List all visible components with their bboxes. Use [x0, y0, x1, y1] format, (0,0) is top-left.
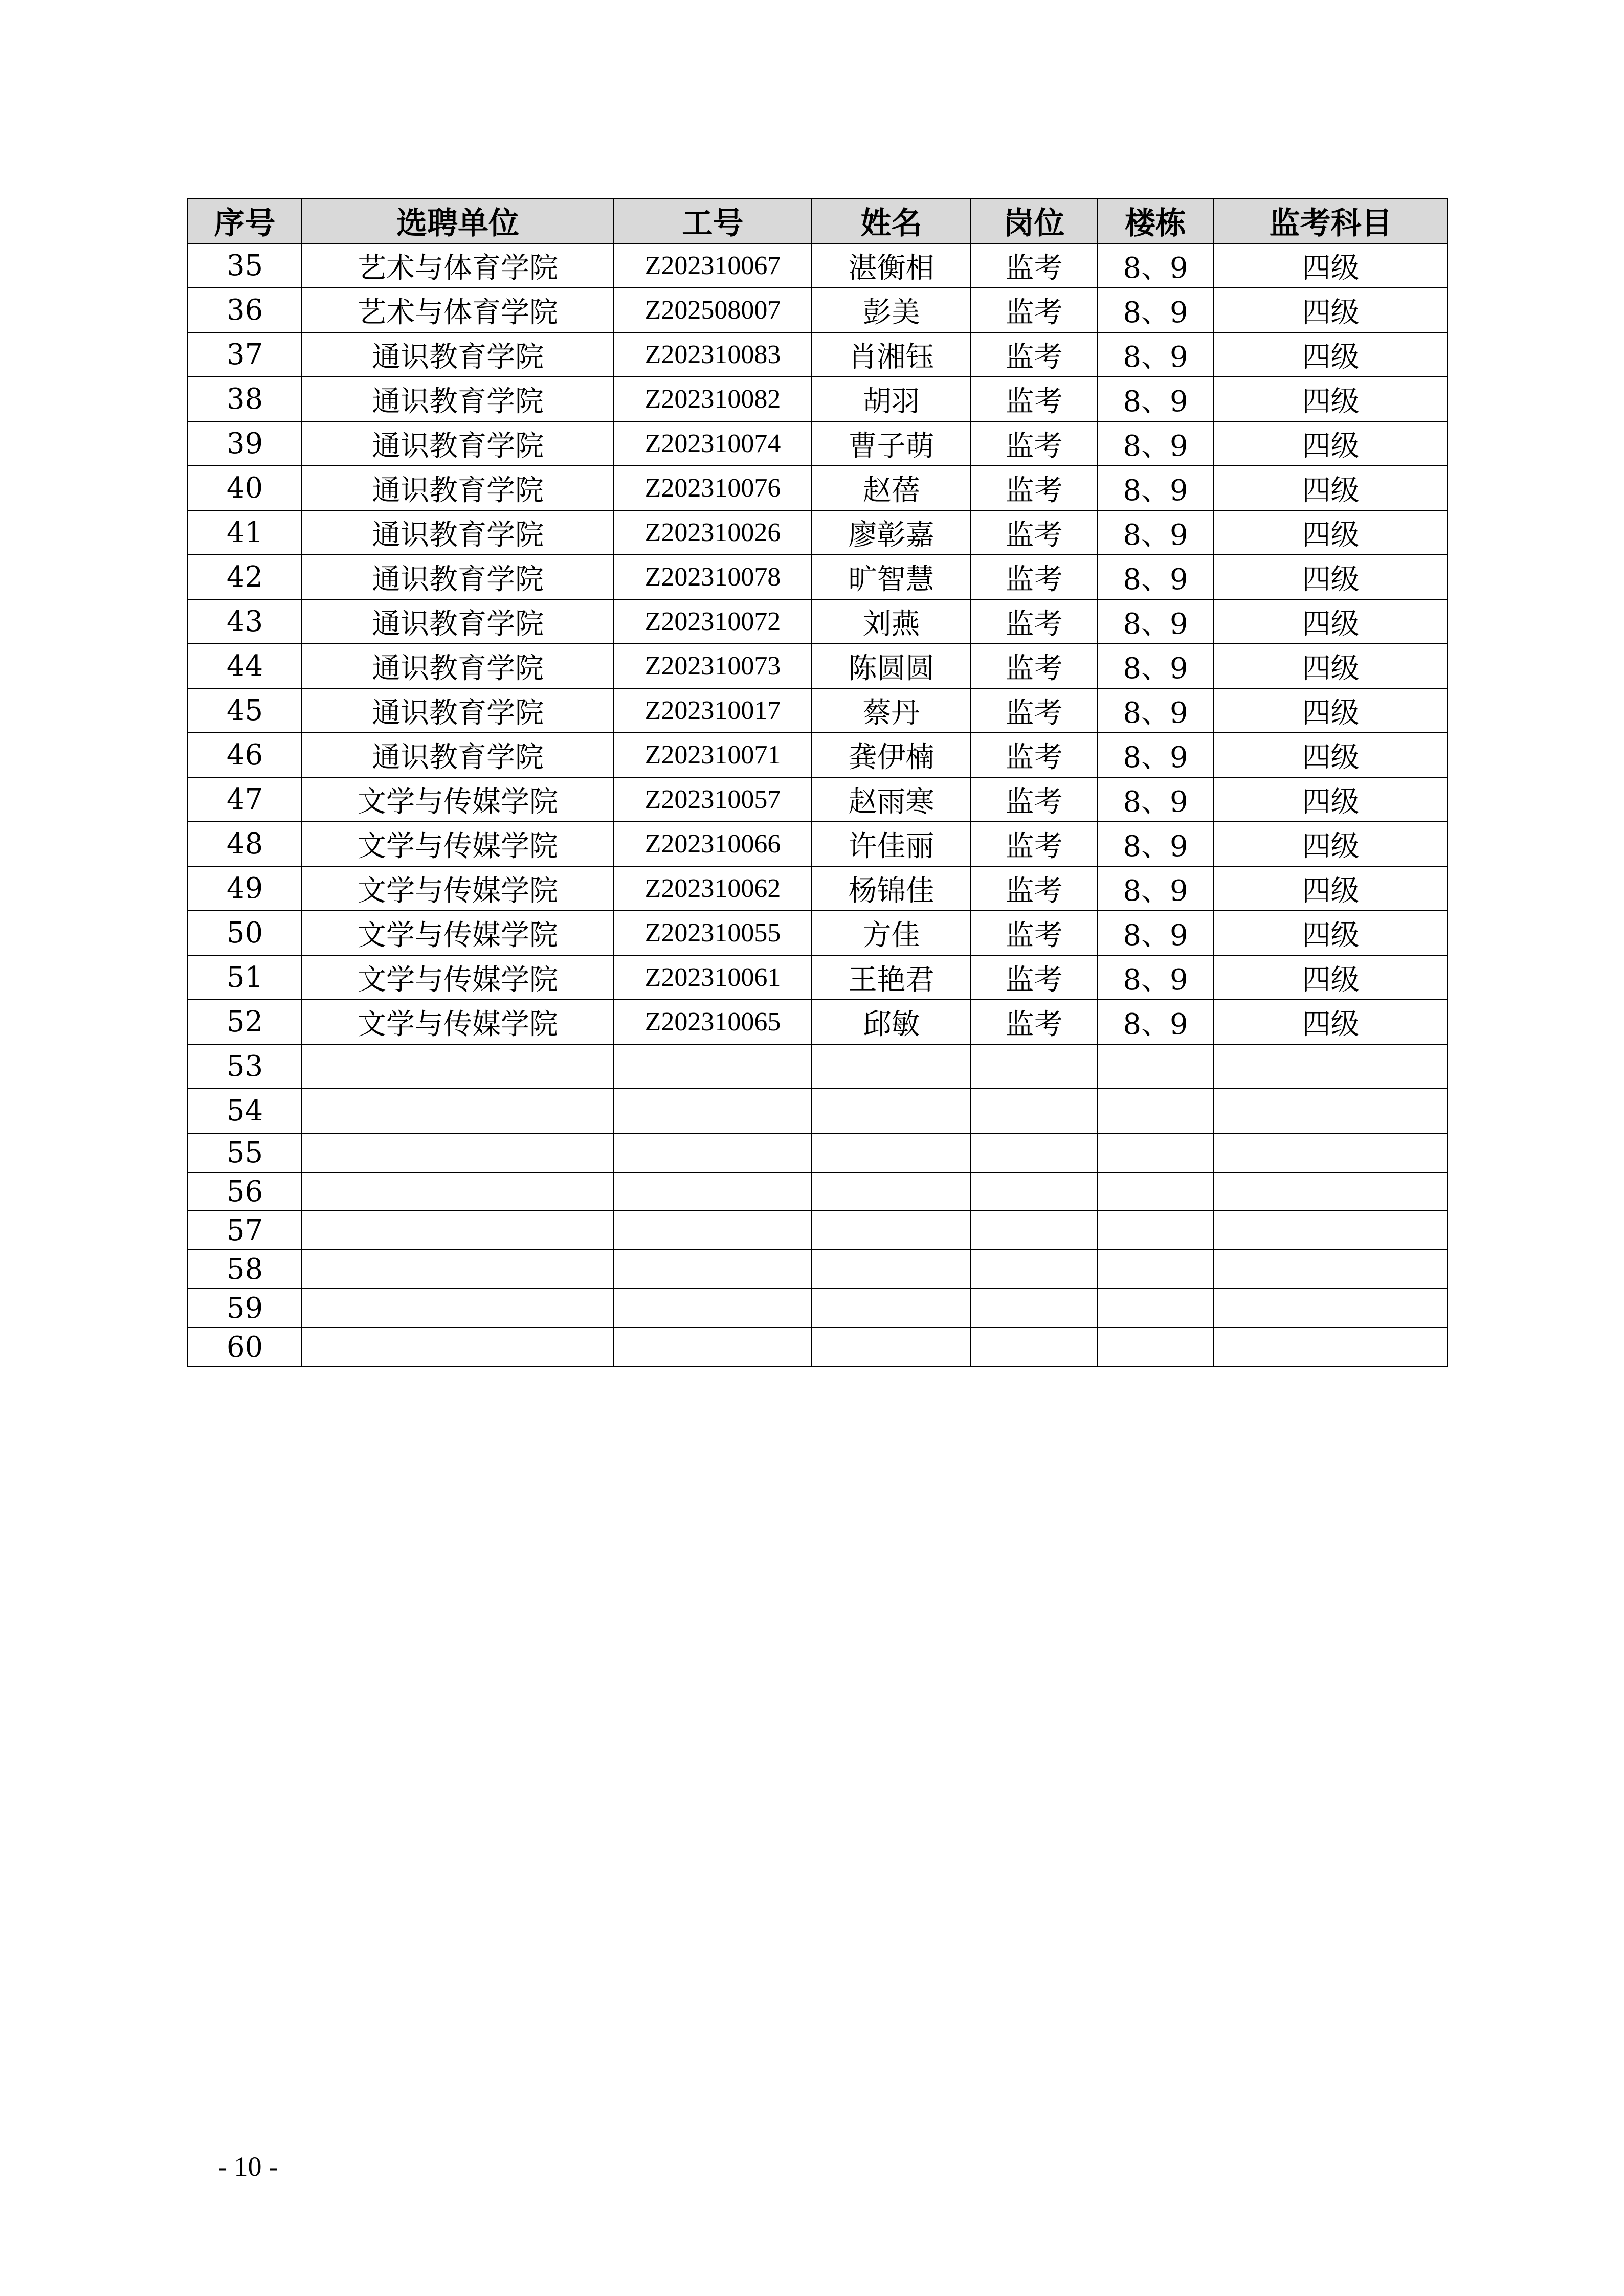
cell-exam-subject [1214, 1250, 1448, 1289]
cell-exam-subject: 四级 [1214, 911, 1448, 955]
table-row [188, 1000, 1448, 1044]
cell-serial-number: 47 [188, 777, 302, 822]
cell-name [812, 1172, 971, 1211]
cell-job-id: Z202310057 [614, 777, 812, 822]
cell-job-id: Z202310066 [614, 822, 812, 866]
cell-name: 旷智慧 [812, 555, 971, 599]
cell-serial-number: 48 [188, 822, 302, 866]
cell-hiring-unit: 文学与传媒学院 [302, 822, 614, 866]
cell-name: 彭美 [812, 288, 971, 332]
cell-name [812, 1211, 971, 1250]
cell-hiring-unit: 文学与传媒学院 [302, 777, 614, 822]
cell-position [971, 1044, 1097, 1089]
table-row [188, 1289, 1448, 1327]
table-row [188, 377, 1448, 421]
cell-exam-subject: 四级 [1214, 332, 1448, 377]
cell-exam-subject: 四级 [1214, 599, 1448, 644]
cell-building: 8、9 [1097, 243, 1214, 288]
cell-building [1097, 1250, 1214, 1289]
cell-hiring-unit [302, 1289, 614, 1327]
cell-job-id: Z202310065 [614, 1000, 812, 1044]
cell-position: 监考 [971, 866, 1097, 911]
cell-exam-subject [1214, 1211, 1448, 1250]
table-row [188, 866, 1448, 911]
cell-hiring-unit [302, 1250, 614, 1289]
cell-building: 8、9 [1097, 599, 1214, 644]
cell-job-id: Z202310055 [614, 911, 812, 955]
cell-job-id [614, 1327, 812, 1366]
cell-position: 监考 [971, 777, 1097, 822]
cell-building: 8、9 [1097, 688, 1214, 733]
cell-building: 8、9 [1097, 510, 1214, 555]
cell-name [812, 1089, 971, 1133]
cell-serial-number: 45 [188, 688, 302, 733]
cell-job-id: Z202310076 [614, 466, 812, 510]
cell-serial-number: 37 [188, 332, 302, 377]
table-row [188, 599, 1448, 644]
cell-hiring-unit [302, 1211, 614, 1250]
table-row [188, 644, 1448, 688]
cell-building: 8、9 [1097, 822, 1214, 866]
cell-serial-number: 46 [188, 733, 302, 777]
cell-hiring-unit: 通识教育学院 [302, 510, 614, 555]
cell-name: 刘燕 [812, 599, 971, 644]
cell-serial-number: 52 [188, 1000, 302, 1044]
cell-position: 监考 [971, 955, 1097, 1000]
cell-job-id: Z202508007 [614, 288, 812, 332]
cell-serial-number: 50 [188, 911, 302, 955]
cell-hiring-unit [302, 1044, 614, 1089]
cell-exam-subject: 四级 [1214, 466, 1448, 510]
cell-name [812, 1289, 971, 1327]
cell-exam-subject: 四级 [1214, 822, 1448, 866]
cell-building: 8、9 [1097, 1000, 1214, 1044]
cell-hiring-unit: 文学与传媒学院 [302, 1000, 614, 1044]
cell-hiring-unit: 通识教育学院 [302, 377, 614, 421]
cell-name [812, 1250, 971, 1289]
cell-exam-subject: 四级 [1214, 866, 1448, 911]
cell-building [1097, 1327, 1214, 1366]
cell-job-id: Z202310062 [614, 866, 812, 911]
cell-position: 监考 [971, 911, 1097, 955]
cell-building [1097, 1133, 1214, 1172]
cell-name: 王艳君 [812, 955, 971, 1000]
cell-building: 8、9 [1097, 777, 1214, 822]
cell-name: 曹子萌 [812, 421, 971, 466]
table-row [188, 822, 1448, 866]
cell-building: 8、9 [1097, 466, 1214, 510]
cell-job-id [614, 1172, 812, 1211]
cell-exam-subject: 四级 [1214, 777, 1448, 822]
cell-exam-subject: 四级 [1214, 555, 1448, 599]
cell-exam-subject: 四级 [1214, 733, 1448, 777]
cell-exam-subject: 四级 [1214, 510, 1448, 555]
cell-building: 8、9 [1097, 288, 1214, 332]
cell-name: 赵雨寒 [812, 777, 971, 822]
header-exam-subject: 监考科目 [1214, 198, 1448, 243]
cell-name [812, 1133, 971, 1172]
header-hiring-unit: 选聘单位 [302, 198, 614, 243]
cell-serial-number: 42 [188, 555, 302, 599]
cell-hiring-unit: 文学与传媒学院 [302, 866, 614, 911]
table-row [188, 911, 1448, 955]
cell-building: 8、9 [1097, 332, 1214, 377]
cell-exam-subject: 四级 [1214, 955, 1448, 1000]
cell-position: 监考 [971, 822, 1097, 866]
cell-serial-number: 59 [188, 1289, 302, 1327]
cell-position: 监考 [971, 1000, 1097, 1044]
table-header-row [188, 198, 1448, 243]
cell-building: 8、9 [1097, 733, 1214, 777]
cell-building [1097, 1089, 1214, 1133]
cell-serial-number: 43 [188, 599, 302, 644]
cell-serial-number: 44 [188, 644, 302, 688]
cell-exam-subject [1214, 1327, 1448, 1366]
cell-job-id: Z202310071 [614, 733, 812, 777]
table-row [188, 288, 1448, 332]
cell-building: 8、9 [1097, 955, 1214, 1000]
cell-job-id: Z202310017 [614, 688, 812, 733]
table-row [188, 466, 1448, 510]
cell-job-id [614, 1133, 812, 1172]
cell-position [971, 1211, 1097, 1250]
cell-name [812, 1327, 971, 1366]
cell-exam-subject: 四级 [1214, 243, 1448, 288]
cell-position [971, 1327, 1097, 1366]
table-row [188, 955, 1448, 1000]
cell-name: 邱敏 [812, 1000, 971, 1044]
cell-hiring-unit [302, 1172, 614, 1211]
cell-building: 8、9 [1097, 866, 1214, 911]
cell-serial-number: 39 [188, 421, 302, 466]
cell-name: 肖湘钰 [812, 332, 971, 377]
cell-name: 蔡丹 [812, 688, 971, 733]
cell-building: 8、9 [1097, 644, 1214, 688]
cell-serial-number: 54 [188, 1089, 302, 1133]
cell-hiring-unit: 文学与传媒学院 [302, 911, 614, 955]
cell-building: 8、9 [1097, 555, 1214, 599]
cell-serial-number: 56 [188, 1172, 302, 1211]
cell-serial-number: 51 [188, 955, 302, 1000]
cell-hiring-unit: 通识教育学院 [302, 421, 614, 466]
cell-name: 许佳丽 [812, 822, 971, 866]
cell-serial-number: 35 [188, 243, 302, 288]
cell-exam-subject: 四级 [1214, 688, 1448, 733]
table-row [188, 688, 1448, 733]
cell-name: 廖彰嘉 [812, 510, 971, 555]
cell-exam-subject: 四级 [1214, 1000, 1448, 1044]
header-position: 岗位 [971, 198, 1097, 243]
cell-job-id: Z202310061 [614, 955, 812, 1000]
cell-building [1097, 1044, 1214, 1089]
table-row [188, 1133, 1448, 1172]
cell-position: 监考 [971, 466, 1097, 510]
cell-job-id: Z202310074 [614, 421, 812, 466]
cell-name: 杨锦佳 [812, 866, 971, 911]
cell-position: 监考 [971, 555, 1097, 599]
cell-hiring-unit: 通识教育学院 [302, 466, 614, 510]
cell-building [1097, 1172, 1214, 1211]
cell-position: 监考 [971, 644, 1097, 688]
cell-name: 湛衡相 [812, 243, 971, 288]
header-serial-number: 序号 [188, 198, 302, 243]
cell-serial-number: 49 [188, 866, 302, 911]
cell-position: 监考 [971, 243, 1097, 288]
cell-exam-subject: 四级 [1214, 288, 1448, 332]
cell-hiring-unit [302, 1089, 614, 1133]
table-row [188, 332, 1448, 377]
cell-job-id: Z202310072 [614, 599, 812, 644]
table-body [188, 243, 1448, 1366]
table-row [188, 510, 1448, 555]
cell-position: 监考 [971, 377, 1097, 421]
cell-exam-subject [1214, 1133, 1448, 1172]
cell-serial-number: 57 [188, 1211, 302, 1250]
table-row [188, 1250, 1448, 1289]
table-row [188, 1211, 1448, 1250]
cell-serial-number: 41 [188, 510, 302, 555]
cell-serial-number: 40 [188, 466, 302, 510]
cell-hiring-unit: 通识教育学院 [302, 599, 614, 644]
cell-hiring-unit: 通识教育学院 [302, 332, 614, 377]
cell-exam-subject [1214, 1089, 1448, 1133]
table-row [188, 777, 1448, 822]
cell-name: 赵蓓 [812, 466, 971, 510]
cell-exam-subject [1214, 1289, 1448, 1327]
cell-job-id [614, 1289, 812, 1327]
cell-position [971, 1289, 1097, 1327]
cell-exam-subject [1214, 1044, 1448, 1089]
table-row [188, 1172, 1448, 1211]
cell-building: 8、9 [1097, 911, 1214, 955]
cell-serial-number: 58 [188, 1250, 302, 1289]
cell-job-id [614, 1089, 812, 1133]
cell-job-id [614, 1044, 812, 1089]
cell-hiring-unit: 通识教育学院 [302, 688, 614, 733]
table-row [188, 1044, 1448, 1089]
cell-position [971, 1133, 1097, 1172]
cell-building: 8、9 [1097, 377, 1214, 421]
cell-position: 监考 [971, 688, 1097, 733]
header-job-id: 工号 [614, 198, 812, 243]
cell-position: 监考 [971, 510, 1097, 555]
cell-exam-subject [1214, 1172, 1448, 1211]
cell-hiring-unit [302, 1327, 614, 1366]
cell-name: 龚伊楠 [812, 733, 971, 777]
cell-serial-number: 38 [188, 377, 302, 421]
cell-serial-number: 60 [188, 1327, 302, 1366]
cell-serial-number: 36 [188, 288, 302, 332]
cell-position [971, 1089, 1097, 1133]
cell-name: 陈圆圆 [812, 644, 971, 688]
cell-building: 8、9 [1097, 421, 1214, 466]
cell-job-id: Z202310067 [614, 243, 812, 288]
cell-job-id: Z202310083 [614, 332, 812, 377]
cell-hiring-unit: 通识教育学院 [302, 644, 614, 688]
cell-hiring-unit: 艺术与体育学院 [302, 288, 614, 332]
cell-position: 监考 [971, 733, 1097, 777]
table-row [188, 1327, 1448, 1366]
cell-position: 监考 [971, 421, 1097, 466]
cell-hiring-unit: 通识教育学院 [302, 555, 614, 599]
cell-position [971, 1250, 1097, 1289]
cell-position: 监考 [971, 599, 1097, 644]
header-building: 楼栋 [1097, 198, 1214, 243]
page-number: - 10 - [218, 2151, 278, 2182]
cell-exam-subject: 四级 [1214, 644, 1448, 688]
table-row [188, 421, 1448, 466]
cell-job-id: Z202310026 [614, 510, 812, 555]
cell-job-id: Z202310078 [614, 555, 812, 599]
cell-serial-number: 53 [188, 1044, 302, 1089]
cell-exam-subject: 四级 [1214, 421, 1448, 466]
header-name: 姓名 [812, 198, 971, 243]
cell-building [1097, 1211, 1214, 1250]
cell-hiring-unit: 艺术与体育学院 [302, 243, 614, 288]
table-row [188, 555, 1448, 599]
table-row [188, 1089, 1448, 1133]
cell-name: 胡羽 [812, 377, 971, 421]
cell-position: 监考 [971, 288, 1097, 332]
table-row [188, 733, 1448, 777]
cell-name [812, 1044, 971, 1089]
invigilator-table [187, 198, 1448, 1367]
table-row [188, 243, 1448, 288]
cell-exam-subject: 四级 [1214, 377, 1448, 421]
cell-hiring-unit [302, 1133, 614, 1172]
cell-position [971, 1172, 1097, 1211]
cell-hiring-unit: 通识教育学院 [302, 733, 614, 777]
cell-position: 监考 [971, 332, 1097, 377]
cell-job-id: Z202310082 [614, 377, 812, 421]
cell-job-id [614, 1250, 812, 1289]
cell-job-id [614, 1211, 812, 1250]
cell-building [1097, 1289, 1214, 1327]
cell-name: 方佳 [812, 911, 971, 955]
cell-job-id: Z202310073 [614, 644, 812, 688]
cell-hiring-unit: 文学与传媒学院 [302, 955, 614, 1000]
cell-serial-number: 55 [188, 1133, 302, 1172]
